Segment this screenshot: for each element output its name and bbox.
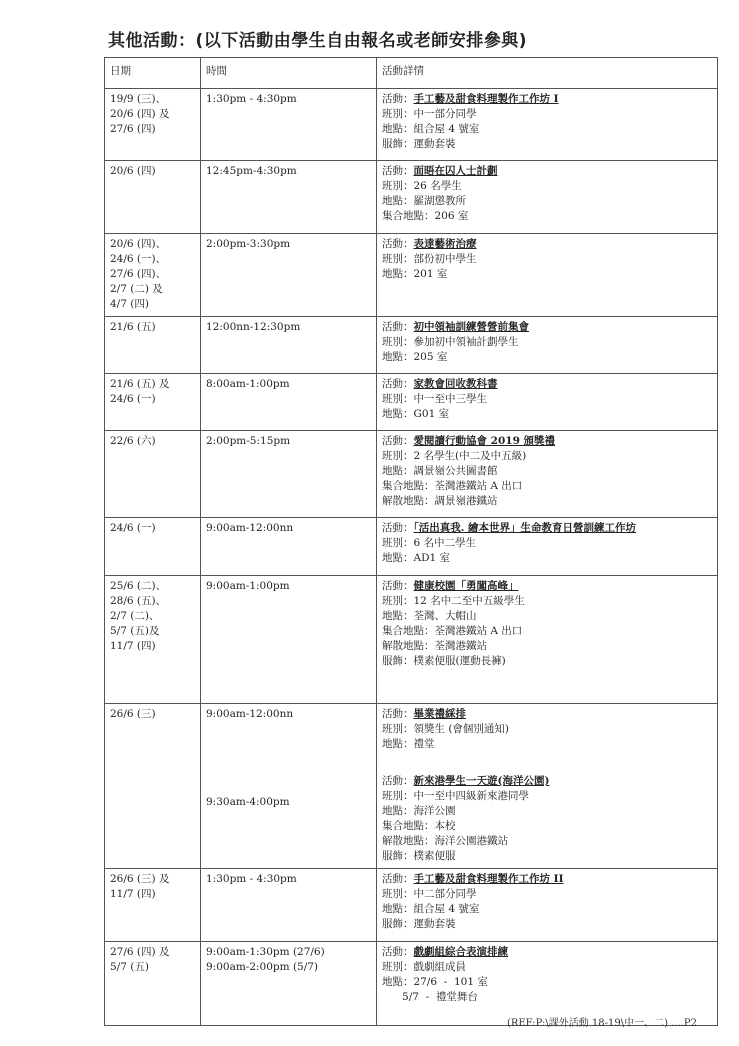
detail-line: 班別：6 名中二學生 xyxy=(382,537,477,549)
date-cell xyxy=(105,576,201,704)
detail-cell xyxy=(377,869,718,942)
detail-line: 地點：海洋公園 xyxy=(382,805,456,817)
detail-line: 地點：羅湖懲教所 xyxy=(382,195,466,207)
detail-cell xyxy=(377,161,718,234)
time-line: 9:30am-4:00pm xyxy=(206,796,290,808)
table-row xyxy=(105,869,718,942)
detail-line: 解散地點：調景嶺港鐵站 xyxy=(382,495,498,507)
activity-line xyxy=(382,164,712,179)
activity-label: 活動： xyxy=(382,522,414,534)
date-line: 24/6 (一) xyxy=(110,522,156,534)
detail-cell xyxy=(377,942,718,1026)
detail-line: 服飾：運動套裝 xyxy=(382,138,456,150)
detail-line: 地點：G01 室 xyxy=(382,408,450,420)
activity-name: 健康校園「勇闖高峰」 xyxy=(413,580,519,592)
table-row xyxy=(105,518,718,576)
time-cell xyxy=(201,704,377,869)
date-line: 19/9 (三)、 xyxy=(110,93,167,105)
activity-label: 活動： xyxy=(382,580,414,592)
date-line: 5/7 (五) xyxy=(110,961,149,973)
activity-block xyxy=(382,377,712,422)
detail-line: 班別：中二部分同學 xyxy=(382,888,477,900)
table-header-row xyxy=(105,58,718,89)
activity-line xyxy=(382,320,712,335)
date-cell xyxy=(105,431,201,518)
date-line: 11/7 (四) xyxy=(110,888,156,900)
detail-line: 服飾：樸素便服(運動長褲) xyxy=(382,655,506,667)
date-line: 27/6 (四)、 xyxy=(110,268,167,280)
detail-line: 解散地點：海洋公園港鐵站 xyxy=(382,835,508,847)
activity-block xyxy=(382,434,712,509)
table-row xyxy=(105,576,718,704)
detail-line: 班別：12 名中二至中五級學生 xyxy=(382,595,525,607)
activity-block xyxy=(382,92,712,152)
activity-block xyxy=(382,872,712,932)
time-cell xyxy=(201,518,377,576)
activity-block xyxy=(382,945,712,1005)
activity-line xyxy=(382,434,712,449)
page-title: 其他活動：(以下活動由學生自由報名或老師安排參與) xyxy=(108,31,528,51)
date-line: 21/6 (五) xyxy=(110,321,156,333)
table-row xyxy=(105,317,718,374)
time-cell xyxy=(201,942,377,1026)
activity-label: 活動： xyxy=(382,165,414,177)
detail-line: 班別：中一至中三學生 xyxy=(382,393,487,405)
time-line: 2:00pm-3:30pm xyxy=(206,238,291,250)
header-detail: 活動詳情 xyxy=(377,58,718,89)
page-footer: (REF:P:\課外活動 18-19\中一、二) ....P2 xyxy=(506,1018,697,1029)
time-line: 9:00am-12:00nn xyxy=(206,708,294,720)
table-row xyxy=(105,704,718,869)
activity-line xyxy=(382,92,712,107)
table-row xyxy=(105,431,718,518)
detail-line: 地點：AD1 室 xyxy=(382,552,451,564)
date-cell xyxy=(105,161,201,234)
detail-line: 服飾：運動套裝 xyxy=(382,918,456,930)
detail-line: 地點：禮堂 xyxy=(382,738,435,750)
detail-line: 班別：部份初中學生 xyxy=(382,253,477,265)
activity-line xyxy=(382,521,712,536)
time-line: 1:30pm - 4:30pm xyxy=(206,93,297,105)
date-cell xyxy=(105,869,201,942)
detail-line: 班別：領獎生 (會個別通知) xyxy=(382,723,510,735)
date-line: 27/6 (四) 及 xyxy=(110,946,170,958)
time-line: 12:45pm-4:30pm xyxy=(206,165,297,177)
detail-line: 地點：27/6 - 101 室 xyxy=(382,976,488,988)
activity-name: 新來港學生一天遊(海洋公園) xyxy=(413,775,550,787)
table-row xyxy=(105,89,718,161)
date-line: 4/7 (四) xyxy=(110,298,149,310)
date-line: 20/6 (四) 及 xyxy=(110,108,170,120)
activity-block xyxy=(382,320,712,365)
activity-line xyxy=(382,237,712,252)
table-row xyxy=(105,161,718,234)
time-cell xyxy=(201,374,377,431)
detail-line: 班別：參加初中領袖計劃學生 xyxy=(382,336,519,348)
detail-cell xyxy=(377,89,718,161)
date-cell xyxy=(105,942,201,1026)
activity-label: 活動： xyxy=(382,321,414,333)
activity-name: 表達藝術治療 xyxy=(413,238,477,250)
activity-line xyxy=(382,707,712,722)
detail-line: 服飾：樸素便服 xyxy=(382,850,456,862)
date-cell xyxy=(105,518,201,576)
time-line: 9:00am-1:00pm xyxy=(206,580,290,592)
detail-line: 地點：荃灣、大帽山 xyxy=(382,610,477,622)
detail-line: 集合地點：本校 xyxy=(382,820,456,832)
detail-cell xyxy=(377,317,718,374)
time-line: 9:00am-12:00nn xyxy=(206,522,294,534)
activity-block xyxy=(382,237,712,282)
time-cell xyxy=(201,431,377,518)
table-row xyxy=(105,942,718,1026)
activity-block xyxy=(382,521,712,566)
date-line: 28/6 (五)、 xyxy=(110,595,167,607)
header-date: 日期 xyxy=(105,58,201,89)
date-cell xyxy=(105,89,201,161)
activity-name: 手工藝及甜食料理製作工作坊 I xyxy=(413,93,559,105)
detail-line: 集合地點：荃灣港鐵站 A 出口 xyxy=(382,480,523,492)
detail-line: 5/7 - 禮堂舞台 xyxy=(382,991,478,1003)
activity-name: 「活出真我. 繪本世界」生命教育日營訓練工作坊 xyxy=(413,522,637,534)
date-line: 25/6 (二)、 xyxy=(110,580,167,592)
time-cell xyxy=(201,869,377,942)
detail-cell xyxy=(377,431,718,518)
activity-block xyxy=(382,164,712,224)
detail-line: 地點：調景嶺公共圖書館 xyxy=(382,465,498,477)
detail-line: 地點：201 室 xyxy=(382,268,448,280)
activity-name: 畢業禮綵排 xyxy=(413,708,466,720)
date-line: 20/6 (四) xyxy=(110,165,156,177)
activity-name: 戲劇組綜合表演排練 xyxy=(413,946,508,958)
detail-line: 地點：205 室 xyxy=(382,351,448,363)
detail-line: 班別：26 名學生 xyxy=(382,180,462,192)
activity-name: 家教會回收教科書 xyxy=(413,378,498,390)
date-line: 26/6 (三) 及 xyxy=(110,873,170,885)
time-cell xyxy=(201,576,377,704)
activity-label: 活動： xyxy=(382,378,414,390)
date-line: 27/6 (四) xyxy=(110,123,156,135)
date-line: 11/7 (四) xyxy=(110,640,156,652)
detail-line: 地點：組合屋 4 號室 xyxy=(382,903,480,915)
table-row xyxy=(105,374,718,431)
date-cell xyxy=(105,317,201,374)
activity-line xyxy=(382,872,712,887)
activity-line xyxy=(382,579,712,594)
activity-label: 活動： xyxy=(382,93,414,105)
detail-line: 集合地點：荃灣港鐵站 A 出口 xyxy=(382,625,523,637)
time-line: 8:00am-1:00pm xyxy=(206,378,290,390)
time-line: 12:00nn-12:30pm xyxy=(206,321,301,333)
detail-line: 解散地點：荃灣港鐵站 xyxy=(382,640,487,652)
date-line: 20/6 (四)、 xyxy=(110,238,167,250)
activity-block xyxy=(382,579,712,669)
date-cell xyxy=(105,704,201,869)
activity-line xyxy=(382,774,712,789)
activity-label: 活動： xyxy=(382,708,414,720)
activity-label: 活動： xyxy=(382,775,414,787)
activity-line xyxy=(382,377,712,392)
activity-name: 面晤在囚人士計劃 xyxy=(413,165,498,177)
date-line: 24/6 (一) xyxy=(110,393,156,405)
time-cell xyxy=(201,89,377,161)
detail-line: 班別：戲劇組成員 xyxy=(382,961,466,973)
date-line: 2/7 (二) 及 xyxy=(110,283,163,295)
date-line: 22/6 (六) xyxy=(110,435,156,447)
detail-cell xyxy=(377,234,718,317)
activity-label: 活動： xyxy=(382,946,414,958)
date-cell xyxy=(105,374,201,431)
detail-cell xyxy=(377,374,718,431)
detail-line: 班別：中一至中四級新來港同學 xyxy=(382,790,529,802)
activity-label: 活動： xyxy=(382,435,414,447)
activities-table xyxy=(104,57,718,1026)
date-line: 21/6 (五) 及 xyxy=(110,378,170,390)
time-line: 1:30pm - 4:30pm xyxy=(206,873,297,885)
date-line: 5/7 (五)及 xyxy=(110,625,160,637)
time-line: 2:00pm-5:15pm xyxy=(206,435,291,447)
table-row xyxy=(105,234,718,317)
time-line: 9:00am-1:30pm (27/6) xyxy=(206,946,325,958)
detail-line: 班別：中一部分同學 xyxy=(382,108,477,120)
date-line: 2/7 (二)、 xyxy=(110,610,160,622)
detail-cell xyxy=(377,704,718,869)
activity-block xyxy=(382,774,712,864)
detail-line: 集合地點：206 室 xyxy=(382,210,469,222)
header-time: 時間 xyxy=(201,58,377,89)
activity-line xyxy=(382,945,712,960)
activity-name: 初中領袖訓練營營前集會 xyxy=(413,321,529,333)
activity-label: 活動： xyxy=(382,238,414,250)
date-line: 24/6 (一)、 xyxy=(110,253,167,265)
detail-line: 地點：組合屋 4 號室 xyxy=(382,123,480,135)
detail-cell xyxy=(377,518,718,576)
time-cell xyxy=(201,161,377,234)
activity-label: 活動： xyxy=(382,873,414,885)
date-cell xyxy=(105,234,201,317)
time-cell xyxy=(201,317,377,374)
activity-name: 愛閱讀行動協會 2019 頒獎禮 xyxy=(413,435,556,447)
activity-name: 手工藝及甜食料理製作工作坊 II xyxy=(413,873,564,885)
time-line: 9:00am-2:00pm (5/7) xyxy=(206,961,319,973)
detail-cell xyxy=(377,576,718,704)
detail-line: 班別：2 名學生(中二及中五級) xyxy=(382,450,527,462)
date-line: 26/6 (三) xyxy=(110,708,156,720)
activity-block xyxy=(382,707,712,752)
time-cell xyxy=(201,234,377,317)
